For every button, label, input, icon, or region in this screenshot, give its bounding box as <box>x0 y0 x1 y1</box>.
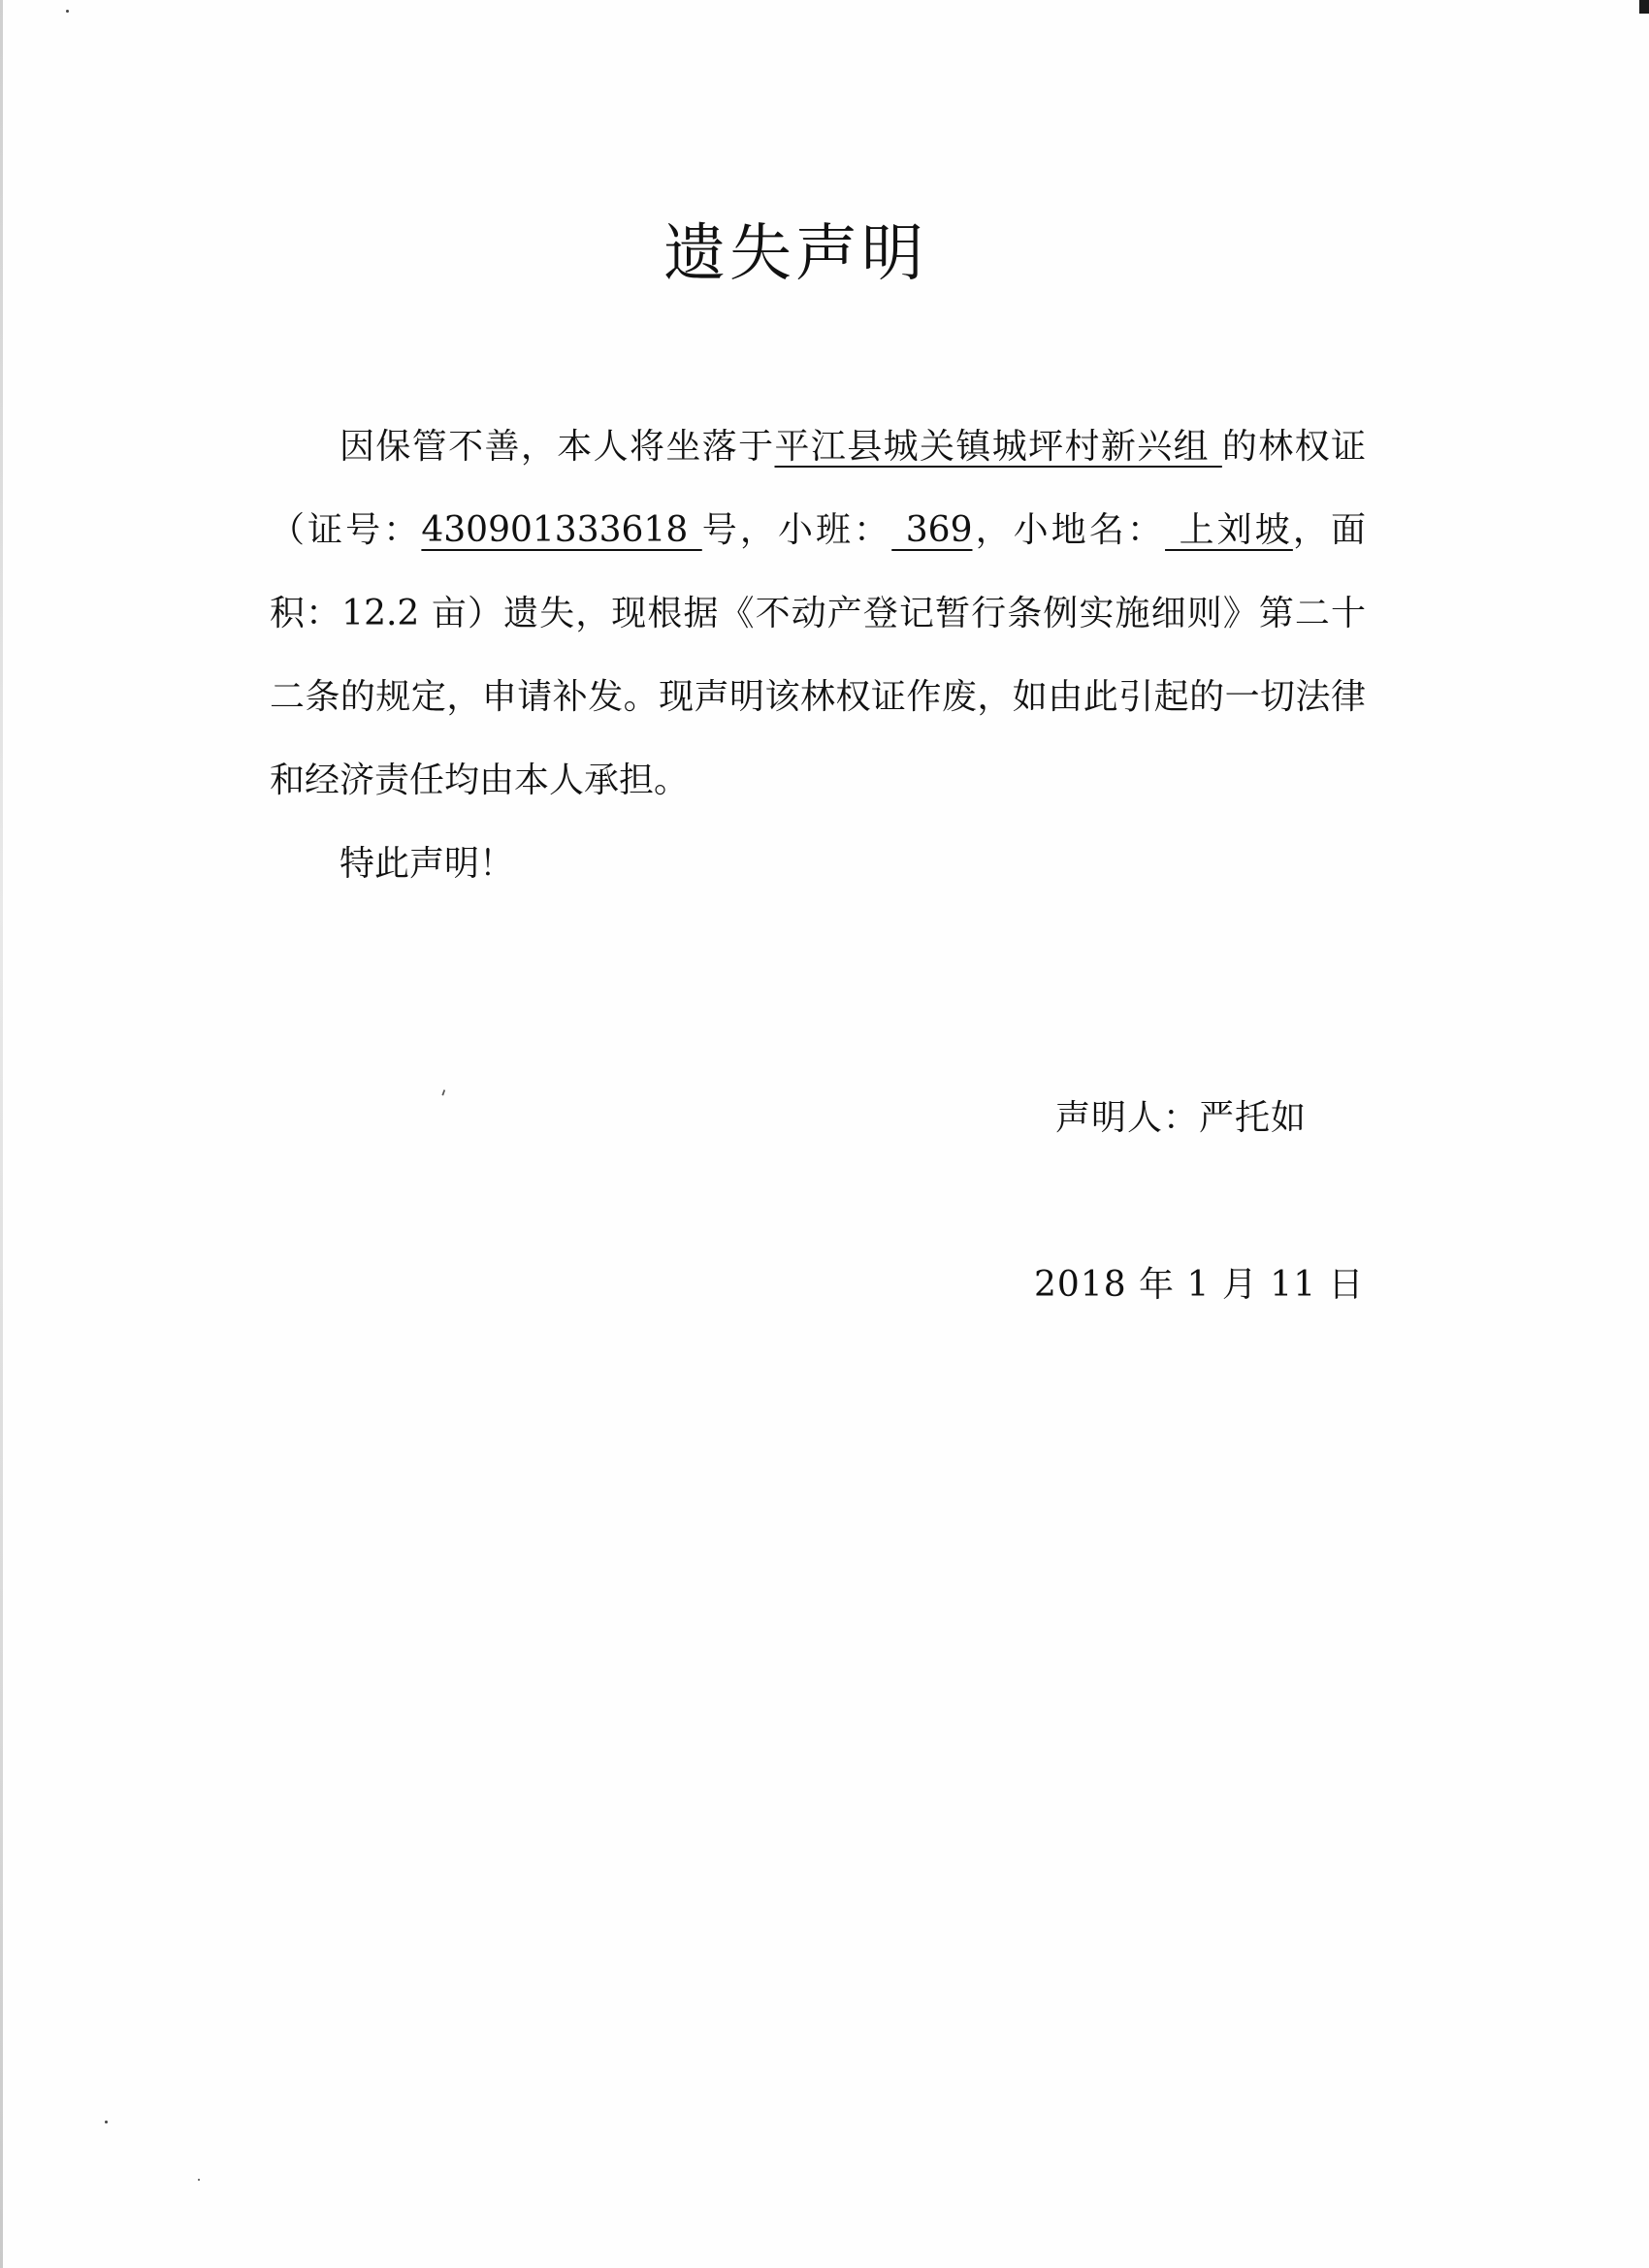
document-title: 遗失声明 <box>663 218 927 290</box>
main-paragraph <box>270 405 1366 823</box>
text-segment: 因保管不善，本人将坐落于 <box>340 427 775 467</box>
location-field: 平江县城关镇城坪村新兴组 <box>774 427 1222 467</box>
scan-corner-mark <box>1639 0 1649 14</box>
scan-speck <box>198 2179 200 2181</box>
closing-statement: 特此声明！ <box>340 844 515 884</box>
text-segment: 号，小班： <box>701 510 892 550</box>
date-line: 2018 年 1 月 11 日 <box>1034 1265 1365 1305</box>
document-body <box>270 405 1366 906</box>
signature-line: 声明人：严托如 <box>1055 1098 1308 1138</box>
text-segment: ，面积：12.2 亩）遗失，现根据《不动产登记暂行条例实施细则》第二十二条的规定，申请补发。现声明该林权证作废，如由此引起的一切法律和经济责任均由本人承担。 <box>270 510 1366 800</box>
sub-compartment-field: 369 <box>891 510 973 550</box>
scan-speck <box>66 10 69 13</box>
certificate-number-field: 430901333618 <box>421 510 702 550</box>
scan-speck <box>105 2121 108 2123</box>
text-segment: 的林权证（证号： <box>270 427 1366 550</box>
text-segment: ，小地名： <box>972 510 1166 550</box>
scan-stray-mark: ' <box>434 1085 449 1112</box>
scan-left-edge <box>0 0 3 2268</box>
place-name-field: 上刘坡 <box>1165 510 1293 550</box>
